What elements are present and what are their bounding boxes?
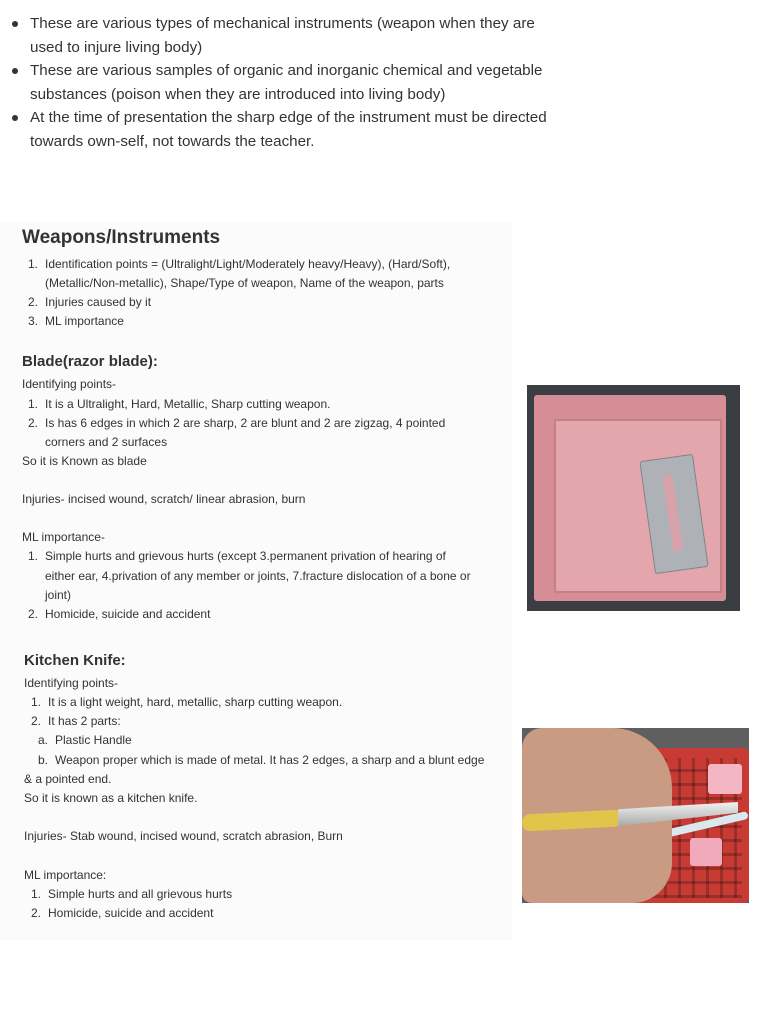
- item-text: Plastic Handle: [55, 733, 132, 747]
- weapons-item-1-cont: (Metallic/Non-metallic), Shape/Type of weapon, Name of the weapon, parts: [45, 276, 444, 290]
- knife-identifying-label: Identifying points-: [24, 676, 119, 690]
- blade-identifying-label: Identifying points-: [22, 377, 117, 391]
- knife-point-1: [31, 693, 342, 712]
- knife-title: Kitchen Knife:: [24, 652, 126, 669]
- knife-part-b: [38, 751, 484, 770]
- item-text: It is a Ultralight, Hard, Metallic, Sharp cutting weapon.: [45, 397, 331, 411]
- item-number: 2.: [31, 906, 42, 920]
- intro-bullet: At the time of presentation the sharp edge of the instrument must be directed towards own-self, not towards the teacher.: [10, 106, 570, 153]
- item-text: Homicide, suicide and accident: [45, 607, 211, 621]
- blade-ml-label: ML importance-: [22, 530, 105, 544]
- kitchen-knife-photo: [522, 728, 749, 903]
- item-number: 2.: [28, 416, 39, 430]
- blade-ml-1-cont2: joint): [45, 588, 72, 602]
- blade-point-2-cont: corners and 2 surfaces: [45, 435, 168, 449]
- item-number: 1.: [28, 257, 39, 271]
- knife-ml-2: [31, 904, 213, 923]
- item-number: 1.: [31, 887, 42, 901]
- blade-injuries: Injuries- incised wound, scratch/ linear abrasion, burn: [22, 492, 306, 506]
- item-text: Homicide, suicide and accident: [48, 906, 214, 920]
- blade-point-1: [28, 395, 330, 414]
- item-number: 1.: [28, 397, 39, 411]
- weapons-item-1: [28, 255, 450, 274]
- item-number: 3.: [28, 314, 39, 328]
- item-text: Is has 6 edges in which 2 are sharp, 2 are blunt and 2 are zigzag, 4 pointed: [45, 416, 446, 430]
- item-text: Weapon proper which is made of metal. It has 2 edges, a sharp and a blunt edge: [55, 753, 485, 767]
- item-text: Simple hurts and all grievous hurts: [48, 887, 233, 901]
- knife-part-a: [38, 731, 132, 750]
- item-text: ML importance: [45, 314, 124, 328]
- item-letter: b.: [38, 753, 49, 767]
- item-text: Identification points = (Ultralight/Light/Moderately heavy/Heavy), (Hard/Soft),: [45, 257, 451, 271]
- intro-bullet: These are various samples of organic and inorganic chemical and vegetable substances (poison when they are introduced into living body): [10, 59, 570, 106]
- knife-point-2: [31, 712, 121, 731]
- blade-ml-2: [28, 605, 210, 624]
- item-number: 2.: [28, 607, 39, 621]
- blade-title: Blade(razor blade):: [22, 353, 158, 370]
- item-number: 1.: [28, 549, 39, 563]
- blade-point-2: [28, 414, 445, 433]
- knife-part-b-cont: & a pointed end.: [24, 772, 112, 786]
- knife-ml-label: ML importance:: [24, 868, 107, 882]
- pink-object: [690, 838, 722, 866]
- blade-ml-1-cont: either ear, 4.privation of any member or joints, 7.fracture dislocation of a bone or: [45, 569, 471, 583]
- blade-ml-1: [28, 547, 446, 566]
- weapons-item-2: [28, 293, 151, 312]
- item-text: Injuries caused by it: [45, 295, 152, 309]
- intro-bullet-list: [10, 12, 570, 153]
- item-text: It has 2 parts:: [48, 714, 121, 728]
- item-number: 1.: [31, 695, 42, 709]
- intro-panel: [0, 0, 595, 185]
- weapons-title: Weapons/Instruments: [22, 227, 221, 248]
- blade-known-as: So it is Known as blade: [22, 454, 147, 468]
- item-text: It is a light weight, hard, metallic, sharp cutting weapon.: [48, 695, 343, 709]
- knife-injuries: Injuries- Stab wound, incised wound, scratch abrasion, Burn: [24, 829, 343, 843]
- knife-ml-1: [31, 885, 232, 904]
- item-letter: a.: [38, 733, 49, 747]
- item-number: 2.: [28, 295, 39, 309]
- weapons-item-3: [28, 312, 124, 331]
- razor-blade-slot: [662, 474, 683, 553]
- intro-bullet: These are various types of mechanical instruments (weapon when they are used to injure living body): [10, 12, 570, 59]
- knife-known-as: So it is known as a kitchen knife.: [24, 791, 198, 805]
- item-text: Simple hurts and grievous hurts (except 3.permanent privation of hearing of: [45, 549, 446, 563]
- razor-blade-photo: [527, 385, 740, 611]
- item-number: 2.: [31, 714, 42, 728]
- pink-object: [708, 764, 742, 794]
